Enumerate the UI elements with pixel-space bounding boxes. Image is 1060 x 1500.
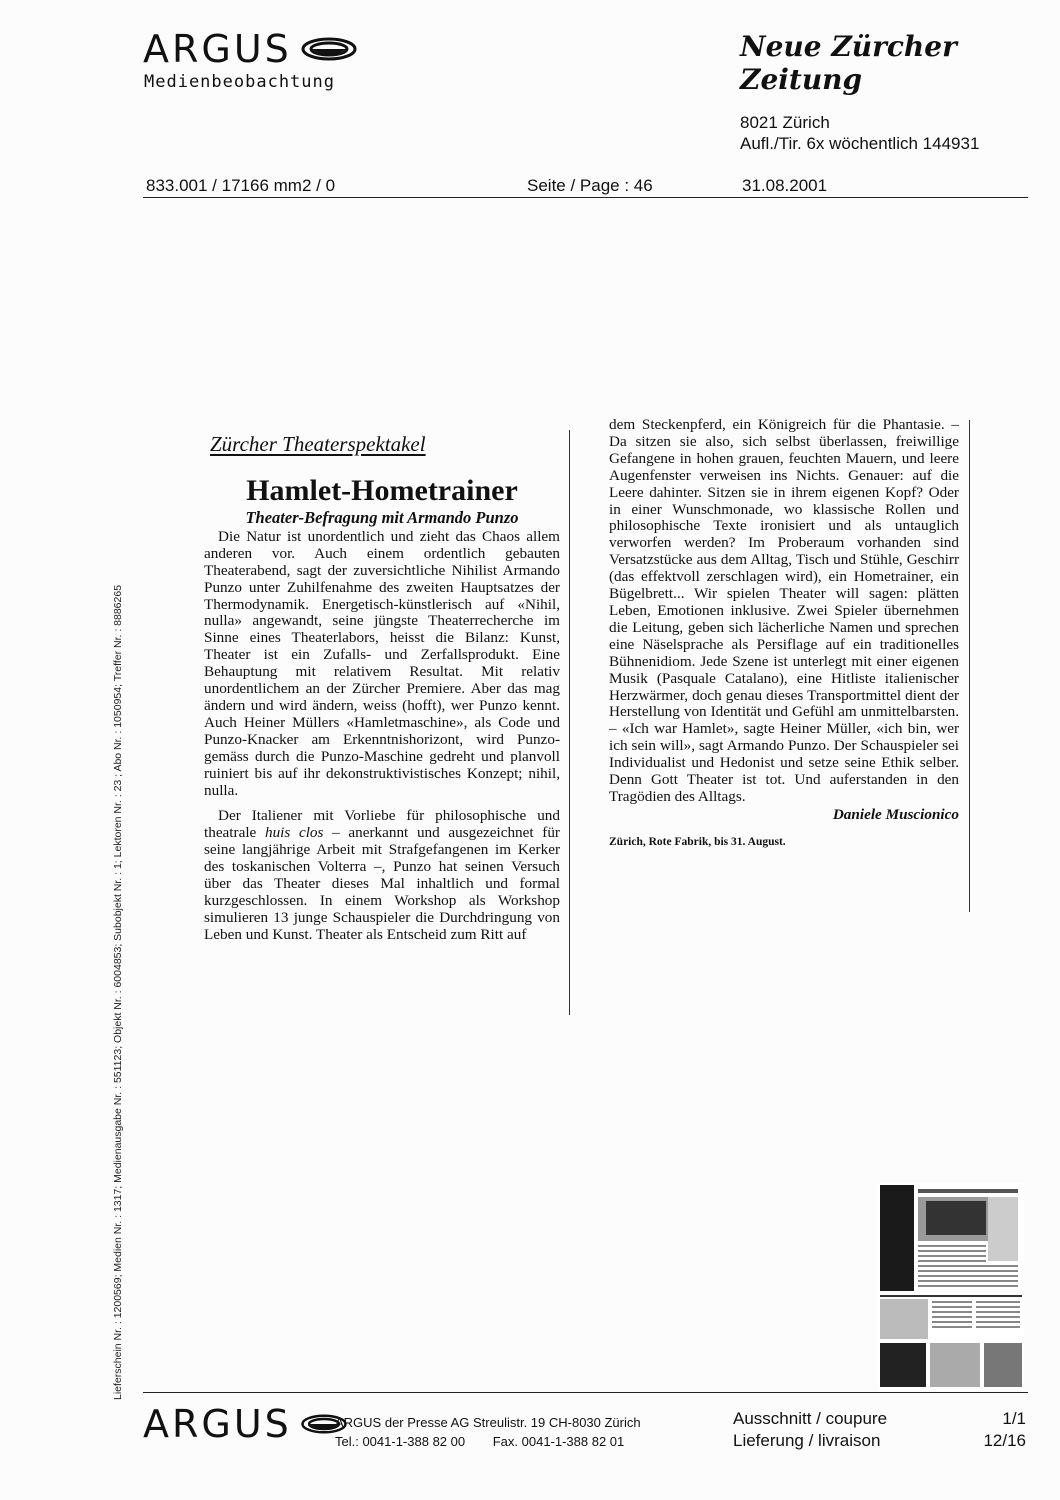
footer-counts [968, 1408, 1026, 1452]
footer-address [335, 1413, 641, 1451]
page-thumbnail [878, 1183, 1024, 1391]
publication-date: 31.08.2001 [742, 176, 828, 195]
agency-name: ARGUS [143, 1402, 292, 1446]
agency-fax: Fax. 0041-1-388 82 01 [492, 1434, 625, 1449]
eye-icon [300, 36, 358, 62]
publication-info [740, 112, 979, 154]
delivery-label: Lieferung / livraison [733, 1431, 881, 1450]
cut-label: Ausschnitt / coupure [733, 1409, 888, 1428]
article-subheadline: Theater-Befragung mit Armando Punzo [245, 508, 519, 527]
article-author: Daniele Muscionico [832, 805, 959, 823]
article-headline: Hamlet-Hometrainer [246, 474, 518, 507]
publication-city: 8021 Zürich [740, 113, 830, 132]
article-location: Zürich, Rote Fabrik, bis 31. August. [609, 835, 786, 848]
article-column-2 [609, 417, 959, 851]
article-column-1 [204, 425, 560, 944]
article-paragraph: dem Steckenpferd, ein Königreich für die Phantasie. – Da sitzen sie also, sich selbst überlassen, freiwillige Gefangene in hohen grauen, feuchten Mauern, und leere Augenfenster verweisen ins Nichts. Genauer: auf die Leere dahinter. Sitzen sie in ihrem eigenen Kopf? Oder in einer Wunschmonade, wo klassische Rollen und philosophische Texte ironisiert und als untauglich verworfen werden? Im Proberaum vorhanden sind Versatzstücke aus dem Alltag, Tisch und Stühle, Geschirr (das effektvoll zerschlagen wird), ein Hometrainer, ein Bügelbrett... Wir spielen Theater will sagen: plätten Leben, Emotionen inklusive. Zwei Spieler übernehmen die Leitung, geben sich lächerliche Namen und sprechen eine Näselsprache als Persiflage auf ein traditionelles Bühnenidiom. Jede Szene ist unterlegt mit einer eigenen Musik (Pasquale Catalano), eine Hitliste italienischer Herzwärmer, doch genau dieses Transportmittel dient der Herstellung von Identität und Gefühl am unmittelbarsten. – «Ich war Hamlet», sagte Heiner Müller, «ich bin, wer ich sein will», sagt Armando Punzo. Der Schauspieler sei Individualist und Hedonist und setze seine Ethik selber. Denn Gott Theater ist tot. Und auferstanden in den Tragödien des Alltags. [609, 416, 959, 805]
cut-count: 1/1 [1002, 1409, 1026, 1428]
delivery-metadata: Lieferschein Nr. : 1200569; Medien Nr. : 1317; Medienausgabe Nr. : 551123; Objekt Nr. : 6004853; Subobjekt Nr. : 1; Lektoren Nr. : 23 ; Abo Nr. : 1050954; Treffer Nr. : 8886265 [112, 584, 124, 1400]
agency-name: ARGUS [143, 27, 292, 71]
publication-circulation: Aufl./Tir. 6x wöchentlich 144931 [740, 134, 980, 153]
delivery-count: 12/16 [983, 1431, 1026, 1450]
footer-labels [733, 1408, 887, 1452]
page-number: Seite / Page : 46 [527, 176, 653, 195]
article-paragraph: Der Italiener mit Vorliebe für philosophische und theatrale huis clos – anerkannt und ausgezeichnet für seine langjährige Arbeit mit Strafgefangenen im Kerker des toskanischen Volterra –, Punzo hat seinen Versuch über das Theater dieses Mal inhaltlich und formal kurzgeschlossen. In einem Workshop als Workshop simulieren 13 junge Schauspieler die Durchdringung von Leben und Kunst. Theater als Entscheid zum Ritt auf [204, 807, 560, 943]
footer-divider [143, 1392, 1028, 1393]
publication-name: Neue Zürcher Zeitung [740, 30, 957, 96]
article-paragraph: Die Natur ist unordentlich und zieht das Chaos allem anderen vor. Auch einem ordentlich gebauten Theaterabend, sagt der zuversichtliche Nihilist Armando Punzo unter Zuhilfenahme des zweiten Hauptsatzes der Thermodynamik. Energetisch-künstlerisch auf «Nihil, nulla» angewandt, seine jüngste Theaterrecherche im Sinne eines Theaterlabors, heisst die Bilanz: Kunst, Theater ist ein Zufalls- und Zerfallsprodukt. Eine Behauptung mit relativem Resultat. Mit relativ unordentlichem an der Zürcher Premiere. Aber das mag ändern und wird ändern, weiss (hofft), wer Punzo kennt. Auch Heiner Müllers «Hamletmaschine», als Code und Punzo-Knacker am Erkenntnishorizont, wird Punzo-gemäss durch die Punzo-Maschine gedreht und planvoll ruiniert bis auf ihr dekonstruktivistisches Konzept; nihil, nulla. [204, 527, 560, 799]
article-kicker: Zürcher Theaterspektakel [210, 432, 426, 456]
column-divider [569, 430, 570, 1015]
argus-logo-bottom [143, 1402, 348, 1446]
reference-number: 833.001 / 17166 mm2 / 0 [146, 176, 336, 195]
argus-logo-top [143, 27, 358, 71]
header-divider [143, 197, 1028, 198]
agency-subtitle: Medienbeobachtung [144, 72, 335, 92]
agency-phone: Tel.: 0041-1-388 82 00 [335, 1434, 466, 1449]
column-divider [969, 420, 970, 912]
agency-address: ARGUS der Presse AG Streulistr. 19 CH-8030 Zürich [335, 1415, 641, 1430]
